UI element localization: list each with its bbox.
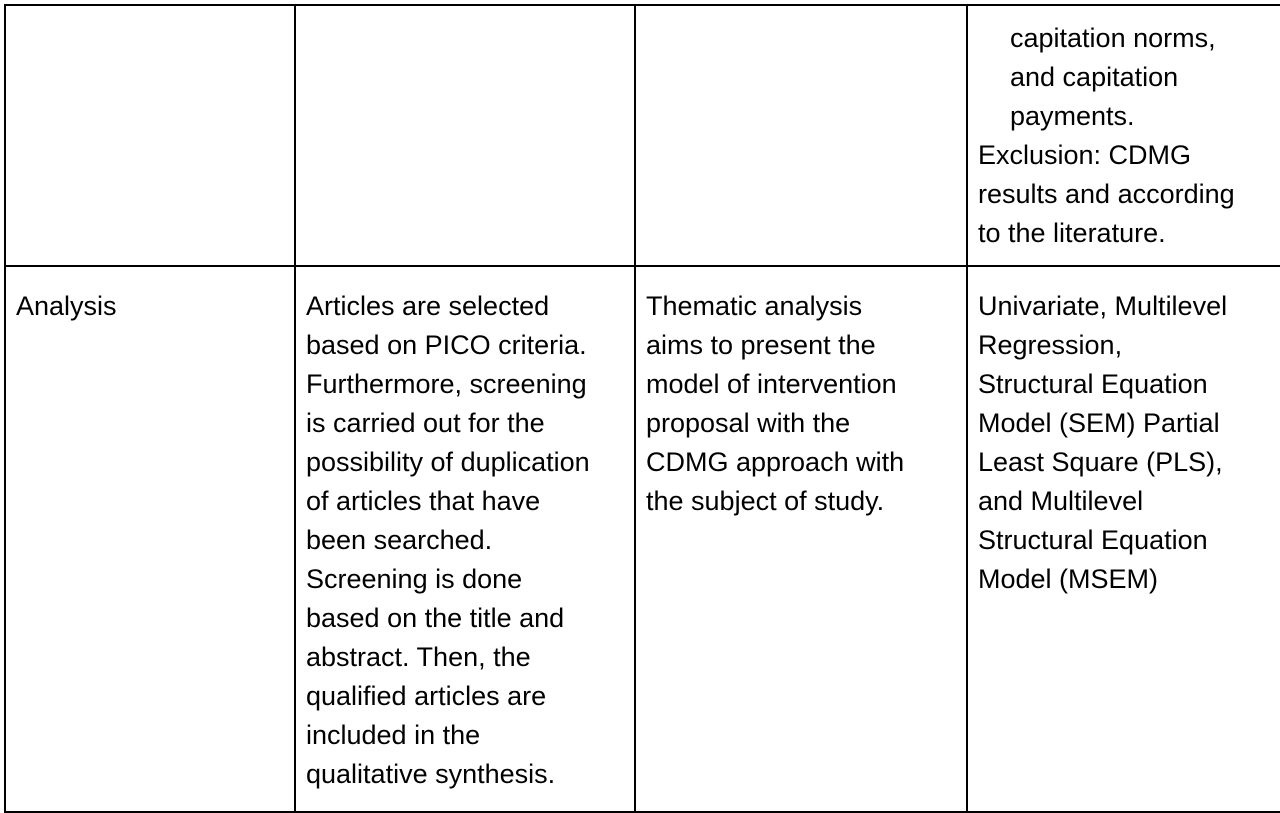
text-line: to the literature. xyxy=(978,218,1166,248)
text-line: based on PICO criteria. xyxy=(306,330,587,360)
text-line: Articles are selected xyxy=(306,291,550,321)
text-line: Thematic analysis xyxy=(646,291,863,321)
text-line: aims to present the xyxy=(646,330,876,360)
text-line: Structural Equation xyxy=(978,525,1208,555)
table-cell-analysis-review xyxy=(295,266,635,812)
table-cell-analysis-statistical xyxy=(967,266,1280,812)
table-cell-row-label xyxy=(5,266,295,812)
text-line: payments. xyxy=(1010,101,1135,131)
text-line: Exclusion: CDMG xyxy=(978,140,1192,170)
text-line: Model (SEM) Partial xyxy=(978,408,1220,438)
text-line: Furthermore, screening xyxy=(306,369,587,399)
text-line: Univariate, Multilevel xyxy=(978,291,1228,321)
text-line: of articles that have xyxy=(306,486,541,516)
text-line: proposal with the xyxy=(646,408,851,438)
table-cell-analysis-thematic xyxy=(635,266,967,812)
text-line: Model (MSEM) xyxy=(978,564,1159,594)
text-line: possibility of duplication xyxy=(306,447,590,477)
text-line: and capitation xyxy=(1010,62,1179,92)
table-row-continued xyxy=(5,5,1280,266)
text-line: Regression, xyxy=(978,330,1123,360)
text-line: is carried out for the xyxy=(306,408,545,438)
text-line: Least Square (PLS), xyxy=(978,447,1223,477)
table-cell-empty xyxy=(295,5,635,266)
criteria-list-continued xyxy=(978,19,1272,136)
text-line: Screening is done xyxy=(306,564,523,594)
text-line: the subject of study. xyxy=(646,486,885,516)
table-cell-empty xyxy=(635,5,967,266)
exclusion-criteria-text xyxy=(978,136,1272,253)
text-line: capitation norms, xyxy=(1010,23,1216,53)
text-line: Structural Equation xyxy=(978,369,1208,399)
table-cell-empty xyxy=(5,5,295,266)
table-row-analysis xyxy=(5,266,1280,812)
text-line: results and according xyxy=(978,179,1235,209)
text-line: CDMG approach with xyxy=(646,447,905,477)
table-cell-continued-criteria xyxy=(967,5,1280,266)
text-line: qualified articles are xyxy=(306,681,547,711)
text-line: model of intervention xyxy=(646,369,897,399)
text-line: qualitative synthesis. xyxy=(306,759,556,789)
row-label-analysis: Analysis xyxy=(16,291,117,321)
text-line: based on the title and xyxy=(306,603,565,633)
text-line: included in the xyxy=(306,720,481,750)
text-line: and Multilevel xyxy=(978,486,1144,516)
text-line: abstract. Then, the xyxy=(306,642,531,672)
document-table xyxy=(4,4,1280,813)
text-line: been searched. xyxy=(306,525,493,555)
